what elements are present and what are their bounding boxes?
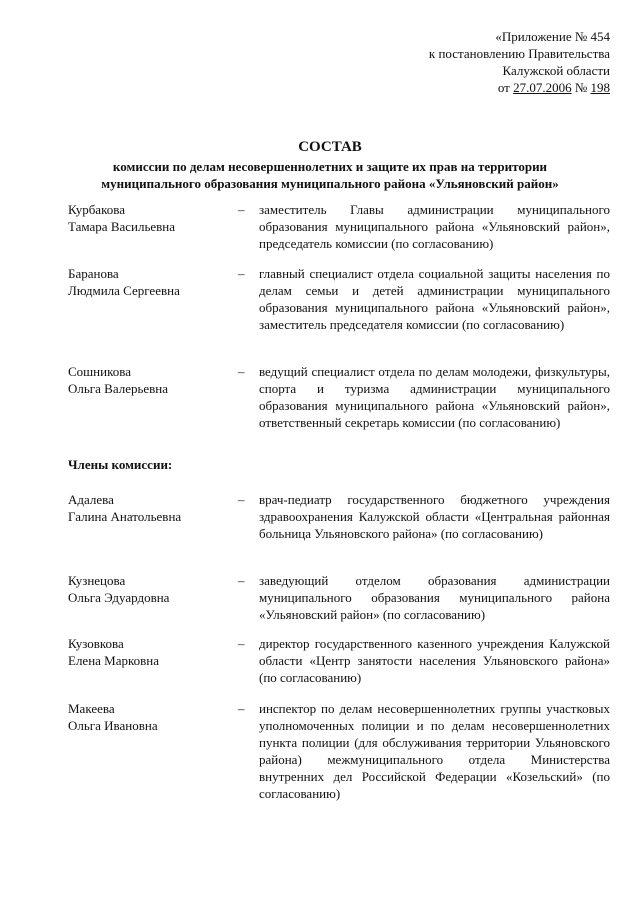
person-given-names: Галина Анатольевна [68, 509, 182, 524]
person-surname: Адалева [68, 492, 114, 507]
dash-separator: – [238, 573, 245, 588]
person-name [68, 201, 228, 235]
dash-separator: – [238, 636, 245, 651]
person-given-names: Елена Марковна [68, 653, 160, 668]
person-name [68, 265, 228, 299]
document-subtitle-line-1: комиссии по делам несовершеннолетних и защите их прав на территории [112, 159, 548, 174]
person-surname: Курбакова [68, 202, 125, 217]
person-role: главный специалист отдела социальной защиты населения по делам семьи и детей администрации муниципального образования муниципального района «Ульяновский район», заместитель председателя комиссии (по согласованию) [259, 266, 610, 332]
appendix-line-3: Калужской области [502, 63, 610, 78]
person-surname: Макеева [68, 701, 115, 716]
dash-separator: – [238, 202, 245, 217]
dash-separator: – [238, 364, 245, 379]
appendix-line-2: к постановлению Правительства [428, 46, 610, 61]
appendix-date-prefix: от [497, 80, 514, 95]
person-surname: Кузнецова [68, 573, 126, 588]
person-role: директор государственного казенного учреждения Калужской области «Центр занятости населения Ульяновского района» (по согласованию) [259, 636, 610, 685]
person-given-names: Людмила Сергеевна [68, 283, 180, 298]
dash-separator: – [238, 701, 245, 716]
person-given-names: Ольга Ивановна [68, 718, 158, 733]
members-heading: Члены комиссии: [68, 457, 173, 472]
person-role: заведующий отделом образования администрации муниципального образования муниципального района «Ульяновский район» (по согласованию) [259, 573, 610, 622]
appendix-line-1: «Приложение № 454 [495, 29, 610, 44]
appendix-block [370, 28, 610, 96]
person-name [68, 700, 228, 734]
person-given-names: Ольга Эдуардовна [68, 590, 170, 605]
person-role: заместитель Главы администрации муниципального образования муниципального района «Ульяновский район», председатель комиссии (по согласованию) [259, 202, 610, 251]
person-surname: Сошникова [68, 364, 131, 379]
dash-separator: – [238, 266, 245, 281]
appendix-line-4 [370, 79, 610, 96]
person-name [68, 491, 228, 525]
person-name [68, 572, 228, 606]
person-role: инспектор по делам несовершеннолетних группы участковых уполномоченных полиции и по делам несовершеннолетних пункта полиции (для обслуживания территории Ульяновского района) межмуниципального отдела Министерства внутренних дел Российской Федерации «Козельский» (по согласованию) [259, 701, 610, 801]
person-name [68, 363, 228, 397]
person-role: врач-педиатр государственного бюджетного учреждения здравоохранения Калужской области «Центральная районная больница Ульяновского района» (по согласованию) [259, 492, 610, 541]
person-given-names: Тамара Васильевна [68, 219, 176, 234]
person-surname: Баранова [68, 266, 119, 281]
dash-separator: – [238, 492, 245, 507]
document-heading [60, 138, 600, 192]
appendix-number: 198 [590, 80, 610, 95]
appendix-number-sign: № [571, 80, 591, 95]
person-role: ведущий специалист отдела по делам молодежи, физкультуры, спорта и туризма администрации муниципального образования муниципального района «Ульяновский район», ответственный секретарь комиссии (по согласованию) [259, 364, 610, 430]
document-subtitle-line-2: муниципального образования муниципального района «Ульяновский район» [101, 176, 559, 191]
person-surname: Кузовкова [68, 636, 124, 651]
person-name [68, 635, 228, 669]
document-title: СОСТАВ [298, 139, 362, 155]
appendix-date: 27.07.2006 [513, 80, 572, 95]
person-given-names: Ольга Валерьевна [68, 381, 169, 396]
